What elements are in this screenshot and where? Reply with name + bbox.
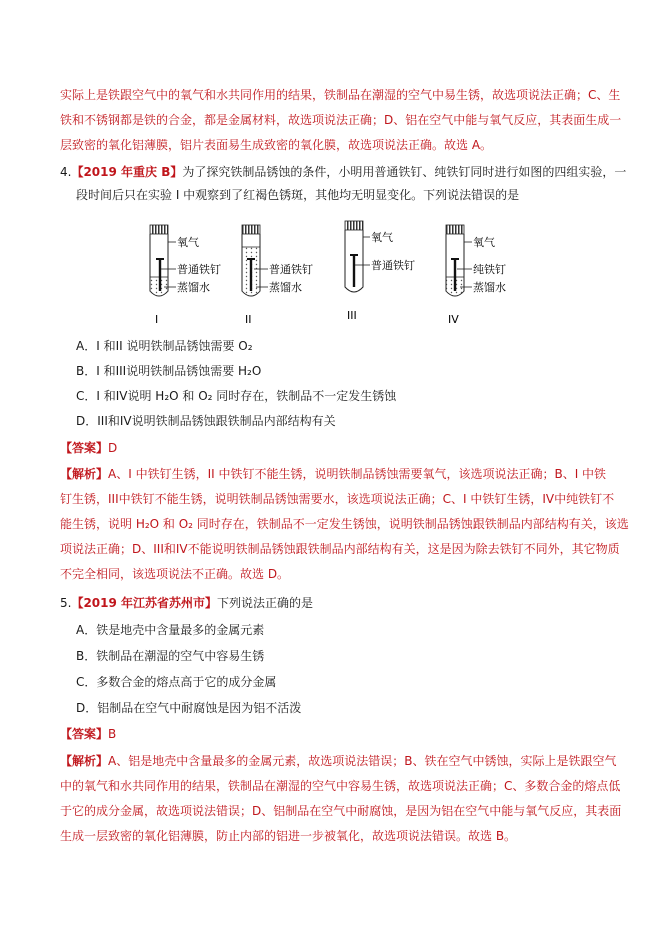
analysis-line: 生成一层致密的氧化铝薄膜，防止内部的铝进一步被氧化，故选项说法错误。故选 B。 <box>60 829 517 843</box>
question-source: 【2019 年江苏省苏州市】 <box>71 596 218 610</box>
question-number: 4. <box>60 165 72 179</box>
analysis-line: 于它的成分金属，故选项说法错误；D、铝制品在空气中耐腐蚀，是因为铝在空气中能与氧气反应，其表面 <box>60 804 622 818</box>
answer-value: D <box>108 441 118 455</box>
answer-tag: 【答案】 <box>60 727 109 741</box>
tube-i <box>150 225 221 326</box>
analysis-line: 【解析】A、I 中铁钉生锈，II 中铁钉不能生锈，说明铁制品锈蚀需要氧气，该选项说法正确；B、I 中铁 <box>60 467 607 481</box>
answer-line <box>60 726 605 742</box>
tube-roman: III <box>347 309 357 322</box>
option-b: B．I 和III说明铁制品锈蚀需要 H₂O <box>76 364 262 378</box>
intro-line: 铁和不锈钢都是铁的合金，都是金属材料，故选项说法正确；D、铝在空气中能与氧气反应，其表面生成一 <box>60 113 622 127</box>
question-source: 【2019 年重庆 B】 <box>71 165 183 179</box>
option-c: C．I 和IV说明 H₂O 和 O₂ 同时存在，铁制品不一定发生锈蚀 <box>76 389 397 403</box>
tube-label: 蒸馏水 <box>177 281 210 294</box>
test-tubes-figure <box>140 215 530 327</box>
option-a: A．铁是地壳中含量最多的金属元素 <box>76 623 265 637</box>
question-stem-text: 为了探究铁制品锈蚀的条件，小明用普通铁钉、纯铁钉同时进行如图的四组实验，一 <box>182 165 627 179</box>
answer-tag: 【答案】 <box>60 441 109 455</box>
tube-label: 蒸馏水 <box>269 281 302 294</box>
question-4-stem <box>60 164 627 180</box>
analysis-line: 【解析】A、铝是地壳中含量最多的金属元素，故选项说法错误；B、铁在空气中锈蚀，实际上是铁跟空气 <box>60 754 617 768</box>
tube-label: 氧气 <box>371 231 393 244</box>
tube-label: 氧气 <box>473 236 495 249</box>
tube-label: 普通铁钉 <box>177 263 221 276</box>
analysis-tag: 【解析】 <box>60 467 109 481</box>
tube-label: 蒸馏水 <box>473 281 506 294</box>
tube-roman: I <box>155 313 159 326</box>
answer-value: B <box>108 727 117 741</box>
tube-label: 纯铁钉 <box>473 263 506 276</box>
tube-label: 氧气 <box>177 236 199 249</box>
option-d: D．铝制品在空气中耐腐蚀是因为铝不活泼 <box>76 701 302 715</box>
question-4-stem-line2: 段时间后只在实验 I 中观察到了红褐色锈斑，其他均无明显变化。下列说法错误的是 <box>76 188 520 202</box>
analysis-line: 钉生锈，III中铁钉不能生锈，说明铁制品锈蚀需要水，该选项说法正确；C、I 中铁钉生锈，IV中纯铁钉不 <box>60 492 615 506</box>
stopper <box>150 225 168 234</box>
option-d: D．III和IV说明铁制品锈蚀跟铁制品内部结构有关 <box>76 414 336 428</box>
tube-roman: II <box>245 313 252 326</box>
stopper <box>242 225 260 234</box>
analysis-line: 中的氧气和水共同作用的结果，铁制品在潮湿的空气中容易生锈，故选项说法正确；C、多数合金的熔点低 <box>60 779 621 793</box>
question-number: 5. <box>60 596 72 610</box>
question-5-stem <box>60 595 605 611</box>
option-a: A．I 和II 说明铁制品锈蚀需要 O₂ <box>76 339 253 353</box>
analysis-tag: 【解析】 <box>60 754 109 768</box>
analysis-line: 能生锈，说明 H₂O 和 O₂ 同时存在，铁制品不一定发生锈蚀，说明铁制品锈蚀跟铁制品内部结构有关，该选 <box>60 517 629 531</box>
tube-iv <box>446 225 506 326</box>
option-b: B．铁制品在潮湿的空气中容易生锈 <box>76 649 265 663</box>
analysis-line: 项说法正确；D、III和IV不能说明铁制品锈蚀跟铁制品内部结构有关，这是因为除去铁钉不同外，其它物质 <box>60 542 620 556</box>
intro-line: 层致密的氧化铝薄膜，铝片表面易生成致密的氧化膜，故选项说法正确。故选 A。 <box>60 138 493 152</box>
tube-roman: IV <box>448 313 459 326</box>
stopper <box>345 221 363 230</box>
answer-line <box>60 440 605 456</box>
tube-label: 普通铁钉 <box>371 259 415 272</box>
tube-ii <box>242 225 313 326</box>
tube-label: 普通铁钉 <box>269 263 313 276</box>
stopper <box>446 225 464 234</box>
tube-iii <box>345 221 415 322</box>
intro-line: 实际上是铁跟空气中的氧气和水共同作用的结果，铁制品在潮湿的空气中易生锈，故选项说法正确；C、生 <box>60 88 621 102</box>
option-c: C．多数合金的熔点高于它的成分金属 <box>76 675 277 689</box>
analysis-line: 不完全相同，该选项说法不正确。故选 D。 <box>60 567 290 581</box>
question-stem-text: 下列说法正确的是 <box>217 596 314 610</box>
